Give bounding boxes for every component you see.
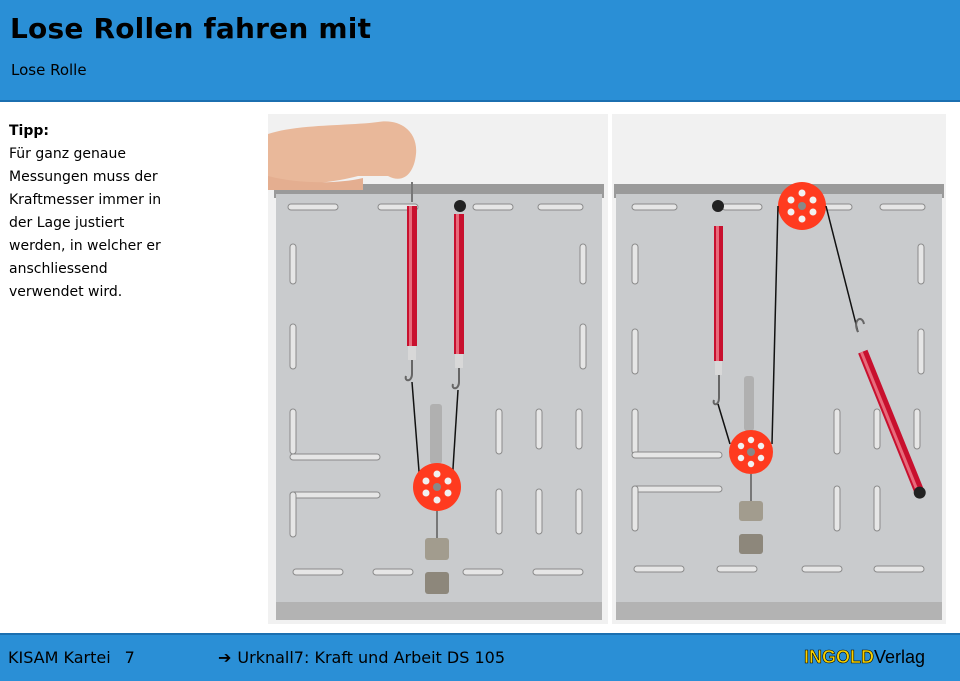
tip-line: Messungen muss der bbox=[9, 169, 158, 185]
card-number: 7 bbox=[124, 648, 135, 667]
tip-heading: Tipp: bbox=[9, 123, 49, 139]
footer-reference bbox=[218, 648, 505, 667]
logo-bold-text: INGOLD bbox=[804, 647, 874, 667]
photo-fixed-pulley-redirect bbox=[612, 114, 946, 624]
tip-box bbox=[9, 120, 259, 304]
footer-series bbox=[8, 648, 135, 667]
tip-line: verwendet wird. bbox=[9, 284, 123, 300]
photo-movable-pulley-two-scales bbox=[268, 114, 608, 624]
footer-bar bbox=[0, 633, 960, 681]
reference-text: Urknall7: Kraft und Arbeit DS 105 bbox=[237, 648, 505, 667]
page-subtitle: Lose Rolle bbox=[11, 61, 87, 79]
arrow-right-icon: ➔ bbox=[218, 648, 232, 667]
tip-line: werden, in welcher er bbox=[9, 238, 161, 254]
page-title: Lose Rollen fahren mit bbox=[10, 12, 372, 45]
publisher-logo bbox=[804, 647, 925, 668]
series-name: KISAM Kartei bbox=[8, 648, 111, 667]
tip-line: Für ganz genaue bbox=[9, 146, 126, 162]
tip-line: der Lage justiert bbox=[9, 215, 125, 231]
logo-regular-text: Verlag bbox=[874, 647, 926, 667]
tip-line: anschliessend bbox=[9, 261, 108, 277]
header-bar bbox=[0, 0, 960, 102]
tip-line: Kraftmesser immer in bbox=[9, 192, 162, 208]
